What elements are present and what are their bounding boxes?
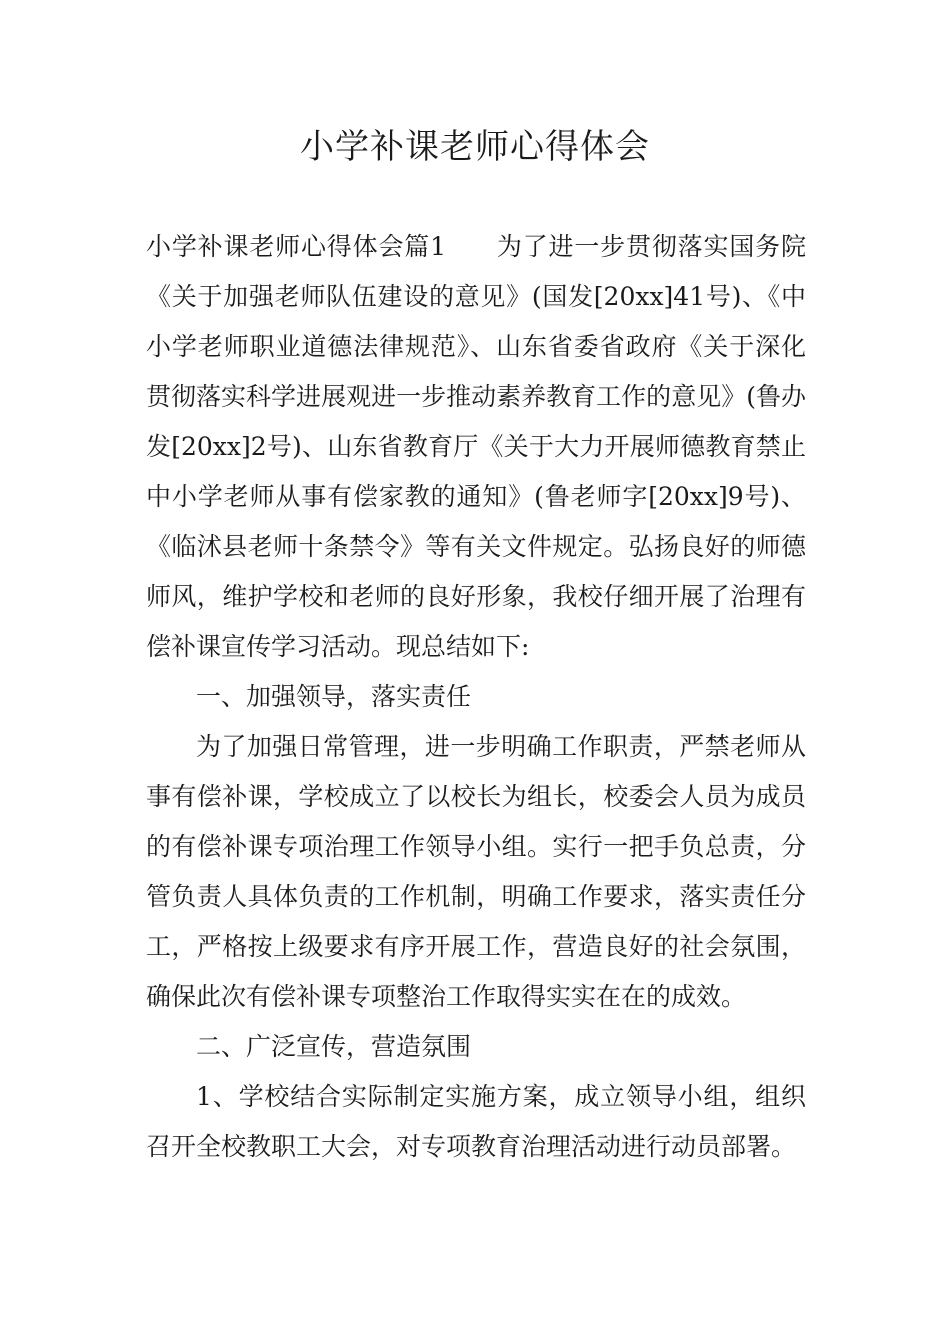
document-title: 小学补课老师心得体会	[300, 127, 650, 167]
section-heading-1: 一、加强领导，落实责任	[196, 682, 472, 711]
section-2-item-1-paragraph: 1、学校结合实际制定实施方案，成立领导小组，组织召开全校教职工大会，对专项教育治理活动进行动员部署。	[146, 1082, 806, 1161]
intro-text: 为了进一步贯彻落实国务院《关于加强老师队伍建设的意见》(国发[20xx]41号)、《中小学老师职业道德法律规范》、山东省委省政府《关于深化贯彻落实科学进展观进一步推动素养教育工作的意见》(鲁办发[20xx]2号)、山东省教育厅《关于大力开展师德教育禁止中小学老师从事有偿家教的通知》(鲁老师字[20xx]9号)、《临沭县老师十条禁令》等有关文件规定。弘扬良好的师德师风，维护学校和老师的良好形象，我校仔细开展了治理有偿补课宣传学习活动。现总结如下:	[146, 232, 806, 661]
section-1-paragraph: 为了加强日常管理，进一步明确工作职责，严禁老师从事有偿补课，学校成立了以校长为组长，校委会人员为成员的有偿补课专项治理工作领导小组。实行一把手负总责，分管负责人具体负责的工作机制，明确工作要求，落实责任分工，严格按上级要求有序开展工作，营造良好的社会氛围，确保此次有偿补课专项整治工作取得实实在在的成效。	[146, 732, 806, 1011]
section-heading-2: 二、广泛宣传，营造氛围	[196, 1032, 472, 1061]
intro-paragraph	[146, 222, 806, 672]
article-heading: 小学补课老师心得体会篇1	[146, 232, 447, 261]
document-body	[146, 222, 806, 1172]
